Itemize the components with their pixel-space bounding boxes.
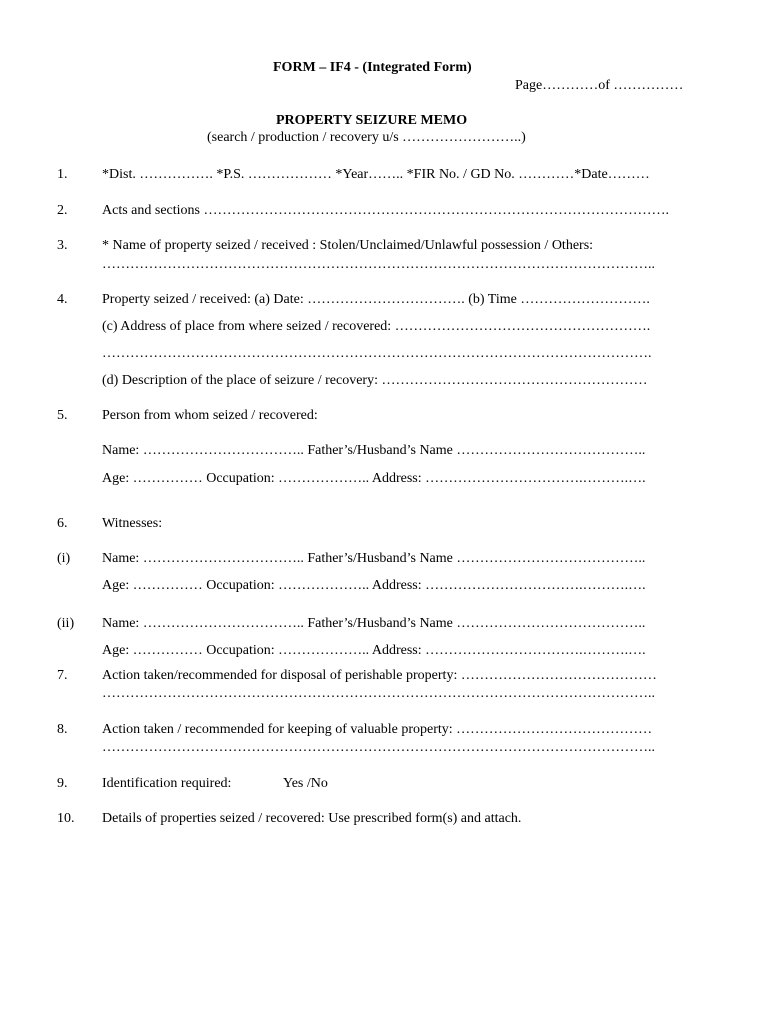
witness-2-age-line: Age: …………… Occupation: ……………….. Address: …………………………….……….…. <box>102 643 646 658</box>
witness-2-number: (ii) <box>57 616 75 631</box>
item-4-line-1: Property seized / received: (a) Date: ……………………………. (b) Time ………………………. <box>102 292 650 307</box>
witness-2-name-line: Name: …………………………….. Father’s/Husband’s Name ………………………………….. <box>102 616 646 631</box>
item-9-label: Identification required: <box>102 776 232 791</box>
item-2-text: Acts and sections ………………………………………………………………………………………. <box>102 203 669 218</box>
page-of: Page…………of …………… <box>515 78 684 93</box>
item-5-name-line: Name: …………………………….. Father’s/Husband’s Name ………………………………….. <box>102 443 646 458</box>
item-7-line-1: Action taken/recommended for disposal of perishable property: …………………………………… <box>102 668 657 683</box>
witness-1-age-line: Age: …………… Occupation: ……………….. Address: …………………………….……….…. <box>102 578 646 593</box>
item-10-text: Details of properties seized / recovered: Use prescribed form(s) and attach. <box>102 811 522 826</box>
item-5-line-1: Person from whom seized / recovered: <box>102 408 318 423</box>
item-4-line-4: (d) Description of the place of seizure / recovery: ………………………………………………… <box>102 373 648 388</box>
witness-1-number: (i) <box>57 551 71 566</box>
item-8-line-1: Action taken / recommended for keeping of valuable property: …………………………………… <box>102 722 653 737</box>
form-title: FORM – IF4 - (Integrated Form) <box>273 60 472 75</box>
item-4-line-2: (c) Address of place from where seized / recovered: ………………………………………………. <box>102 319 651 334</box>
item-4-number: 4. <box>57 292 68 307</box>
item-3-number: 3. <box>57 238 68 253</box>
item-1-number: 1. <box>57 167 68 182</box>
item-5-age-line: Age: …………… Occupation: ……………….. Address: …………………………….……….…. <box>102 471 646 486</box>
item-5-number: 5. <box>57 408 68 423</box>
item-2-number: 2. <box>57 203 68 218</box>
item-8-number: 8. <box>57 722 68 737</box>
item-10-number: 10. <box>57 811 75 826</box>
item-3-line-2: ……………………………………………………………………………………………………….. <box>102 257 655 272</box>
item-7-line-2: ……………………………………………………………………………………………………….. <box>102 686 655 701</box>
item-6-number: 6. <box>57 516 68 531</box>
item-9-value: Yes /No <box>283 776 328 791</box>
item-1-text: *Dist. ……………. *P.S. ……………… *Year…….. *FIR No. / GD No. …………*Date……… <box>102 167 650 182</box>
item-7-number: 7. <box>57 668 68 683</box>
item-4-line-3: ………………………………………………………………………………………………………. <box>102 346 652 361</box>
witness-1-name-line: Name: …………………………….. Father’s/Husband’s Name ………………………………….. <box>102 551 646 566</box>
memo-title: PROPERTY SEIZURE MEMO <box>276 113 468 128</box>
item-9-number: 9. <box>57 776 68 791</box>
memo-subtitle: (search / production / recovery u/s ……………………..) <box>207 130 526 145</box>
item-8-line-2: ……………………………………………………………………………………………………….. <box>102 740 655 755</box>
item-3-line-1: * Name of property seized / received : Stolen/Unclaimed/Unlawful possession / Others: <box>102 238 594 253</box>
item-6-line-1: Witnesses: <box>102 516 163 531</box>
